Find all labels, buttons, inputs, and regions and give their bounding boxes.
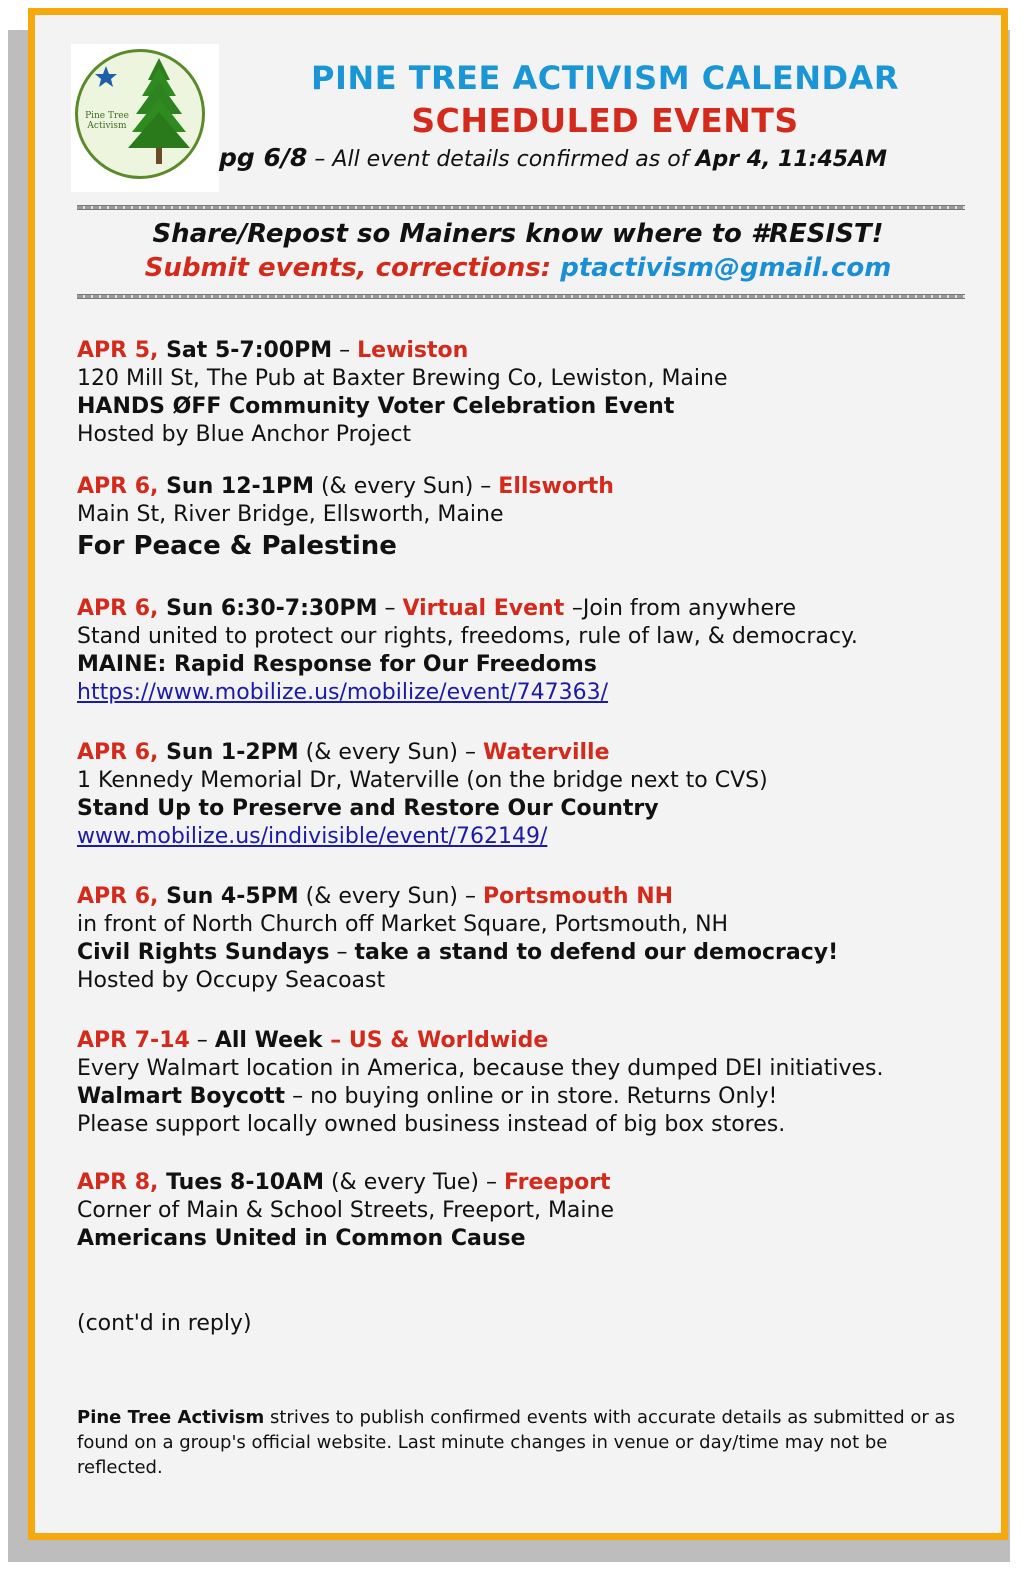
logo-text: Pine Tree Activism <box>85 111 129 131</box>
page-info <box>219 143 887 172</box>
event-location: Ellsworth <box>498 474 614 499</box>
event-item <box>77 473 977 563</box>
event-title: MAINE: Rapid Response for Our Freedoms <box>77 652 597 677</box>
event-header <box>77 739 977 767</box>
event-address: Corner of Main & School Streets, Freeport, Maine <box>77 1198 615 1223</box>
event-item <box>77 1169 977 1253</box>
confirmed-datetime: Apr 4, 11:45AM <box>695 147 887 172</box>
submit-label: Submit events, corrections: <box>144 253 561 283</box>
event-recurring: (& every Sun) <box>298 740 458 765</box>
event-time: Sun 6:30-7:30PM <box>158 596 378 621</box>
event-item <box>77 595 977 707</box>
event-header <box>77 1169 977 1197</box>
scheduled-events-title: SCHEDULED EVENTS <box>411 101 799 140</box>
event-time: Sat 5-7:00PM <box>158 338 333 363</box>
event-title: For Peace & Palestine <box>77 531 397 561</box>
event-date: APR 6, <box>77 596 159 621</box>
event-address: 120 Mill St, The Pub at Baxter Brewing Co, Lewiston, Maine <box>77 366 728 391</box>
event-item <box>77 739 977 851</box>
event-title-main: Walmart Boycott <box>77 1084 286 1109</box>
event-item <box>77 883 977 995</box>
event-time: Tues 8-10AM <box>158 1170 324 1195</box>
event-tail: –Join from anywhere <box>571 596 797 621</box>
event-title-rest: – no buying online or in store. Returns Only! <box>285 1084 778 1109</box>
event-link[interactable]: https://www.mobilize.us/mobilize/event/747363/ <box>77 680 609 705</box>
event-header <box>77 595 977 623</box>
event-header <box>77 473 977 501</box>
event-location: – US & Worldwide <box>322 1028 549 1053</box>
event-title: Americans United in Common Cause <box>77 1226 526 1251</box>
continued-note: (cont'd in reply) <box>77 1311 252 1336</box>
event-title-sep: – <box>329 940 355 965</box>
pine-tree-logo <box>71 44 219 192</box>
event-header <box>77 883 977 911</box>
share-line: Share/Repost so Mainers know where to #RESIST! <box>152 219 884 249</box>
event-item <box>77 337 977 449</box>
event-location: Portsmouth NH <box>482 884 674 909</box>
event-recurring: (& every Sun) <box>313 474 474 499</box>
divider-bottom <box>77 294 965 299</box>
divider-top <box>77 205 965 210</box>
calendar-card <box>28 8 1008 1540</box>
event-dash: – <box>189 1028 215 1053</box>
event-title <box>77 939 977 967</box>
event-address: in front of North Church off Market Square, Portsmouth, NH <box>77 912 729 937</box>
event-title <box>77 1083 977 1111</box>
event-title-main: Civil Rights Sundays <box>77 940 330 965</box>
event-header <box>77 1027 977 1055</box>
event-date: APR 7-14 <box>77 1028 190 1053</box>
event-recurring: (& every Sun) <box>298 884 458 909</box>
event-host: Hosted by Blue Anchor Project <box>77 422 412 447</box>
event-title: Stand Up to Preserve and Restore Our Country <box>77 796 659 821</box>
page-note: – All event details confirmed as of <box>307 147 696 172</box>
event-dash: – <box>457 884 483 909</box>
disclaimer <box>77 1405 967 1480</box>
event-host: Hosted by Occupy Seacoast <box>77 968 386 993</box>
event-dash: – <box>479 1170 505 1195</box>
event-date: APR 8, <box>77 1170 159 1195</box>
event-note: Please support locally owned business instead of big box stores. <box>77 1112 786 1137</box>
event-title: HANDS ØFF Community Voter Celebration Event <box>77 394 675 419</box>
event-date: APR 6, <box>77 474 159 499</box>
event-location: Freeport <box>504 1170 611 1195</box>
event-date: APR 6, <box>77 884 159 909</box>
disclaimer-text: strives to publish confirmed events with accurate details as submitted or as found on a group's official website. Last minute changes in venue or day/time may not be reflected. <box>77 1407 955 1478</box>
page-label: pg 6/8 <box>219 143 308 172</box>
event-item <box>77 1027 977 1139</box>
event-time: All Week <box>214 1028 323 1053</box>
event-location: Virtual Event <box>402 596 572 621</box>
calendar-title: PINE TREE ACTIVISM CALENDAR <box>311 59 899 97</box>
event-description: Stand united to protect our rights, freedoms, rule of law, & democracy. <box>77 624 858 649</box>
event-header <box>77 337 977 365</box>
event-date: APR 6, <box>77 740 159 765</box>
event-location: Lewiston <box>357 338 469 363</box>
event-time: Sun 4-5PM <box>158 884 299 909</box>
event-address: 1 Kennedy Memorial Dr, Waterville (on the bridge next to CVS) <box>77 768 768 793</box>
event-dash: – <box>332 338 358 363</box>
event-dash: – <box>377 596 403 621</box>
event-time: Sun 1-2PM <box>158 740 299 765</box>
event-address: Main St, River Bridge, Ellsworth, Maine <box>77 502 504 527</box>
event-time: Sun 12-1PM <box>158 474 314 499</box>
email-link[interactable]: ptactivism@gmail.com <box>560 253 892 283</box>
submit-line <box>35 253 1001 283</box>
event-dash: – <box>457 740 483 765</box>
event-link[interactable]: www.mobilize.us/indivisible/event/762149/ <box>77 824 548 849</box>
event-recurring: (& every Tue) <box>323 1170 480 1195</box>
event-dash: – <box>473 474 499 499</box>
event-date: APR 5, <box>77 338 159 363</box>
event-title-rest: take a stand to defend our democracy! <box>354 940 839 965</box>
event-location: Waterville <box>482 740 610 765</box>
logo-circle <box>75 49 205 179</box>
event-description: Every Walmart location in America, because they dumped DEI initiatives. <box>77 1056 884 1081</box>
disclaimer-org: Pine Tree Activism <box>77 1407 265 1428</box>
